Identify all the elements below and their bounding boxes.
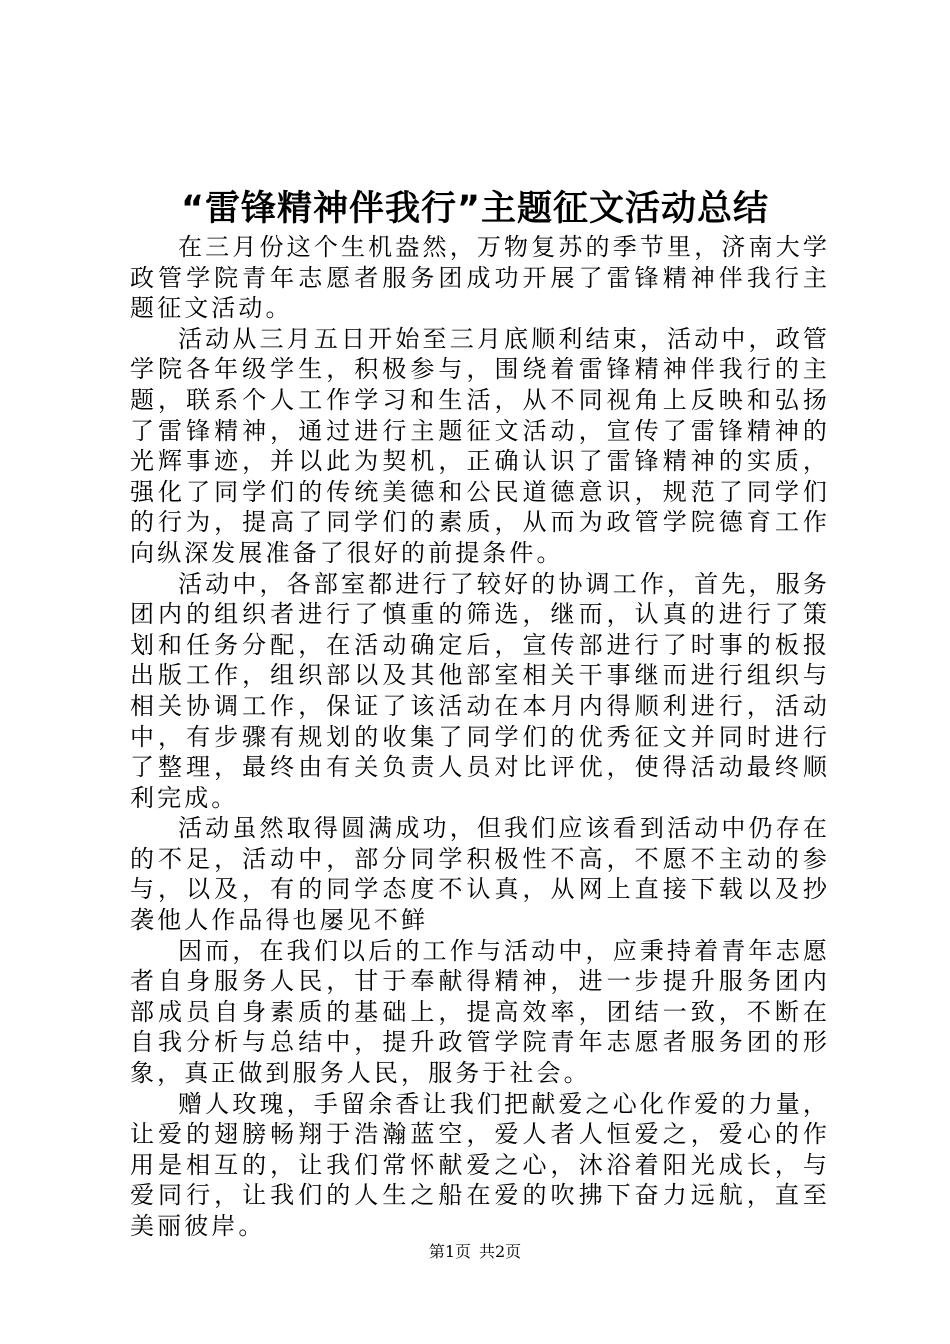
paragraph: 活动中，各部室都进行了较好的协调工作，首先，服务团内的组织者进行了慎重的筛选，继而，认真的进行了策划和任务分配，在活动确定后，宣传部进行了时事的板报出版工作，组织部以及其他部室相关干事继而进行组织与相关协调工作，保证了该活动在本月内得顺利进行，活动中，有步骤有规划的收集了同学们的优秀征文并同时进行了整理，最终由有关负责人员对比评优，使得活动最终顺利完成。	[130, 569, 830, 812]
paragraph: 因而，在我们以后的工作与活动中，应秉持着青年志愿者自身服务人民，甘于奉献得精神，进一步提升服务团内部成员自身素质的基础上，提高效率，团结一致，不断在自我分析与总结中，提升政管学院青年志愿者服务团的形象，真正做到服务人民，服务于社会。	[130, 936, 830, 1088]
page-footer	[0, 1240, 950, 1264]
document-title: “雷锋精神伴我行”主题征文活动总结	[180, 189, 769, 229]
paragraph: 在三月份这个生机盎然，万物复苏的季节里，济南大学政管学院青年志愿者服务团成功开展了雷锋精神伴我行主题征文活动。	[130, 233, 830, 323]
paragraph: 活动从三月五日开始至三月底顺利结束，活动中，政管学院各年级学生，积极参与，围绕着雷锋精神伴我行的主题，联系个人工作学习和生活，从不同视角上反映和弘扬了雷锋精神，通过进行主题征文活动，宣传了雷锋精神的光辉事迹，并以此为契机，正确认识了雷锋精神的实质，强化了同学们的传统美德和公民道德意识，规范了同学们的行为，提高了同学们的素质，从而为政管学院德育工作向纵深发展准备了很好的前提条件。	[130, 324, 830, 567]
page-total: 共2页	[479, 1242, 522, 1261]
page-number: 第1页	[428, 1242, 471, 1261]
paragraph: 赠人玫瑰，手留余香让我们把献爱之心化作爱的力量，让爱的翅膀畅翔于浩瀚蓝空，爱人者人恒爱之，爱心的作用是相互的，让我们常怀献爱之心，沐浴着阳光成长，与爱同行，让我们的人生之船在爱的吹拂下奋力远航，直至美丽彼岸。	[130, 1089, 830, 1240]
paragraph: 活动虽然取得圆满成功，但我们应该看到活动中仍存在的不足，活动中，部分同学积极性不高，不愿不主动的参与，以及，有的同学态度不认真，从网上直接下载以及抄袭他人作品得也屡见不鲜	[130, 814, 830, 935]
document-body	[130, 232, 830, 1242]
